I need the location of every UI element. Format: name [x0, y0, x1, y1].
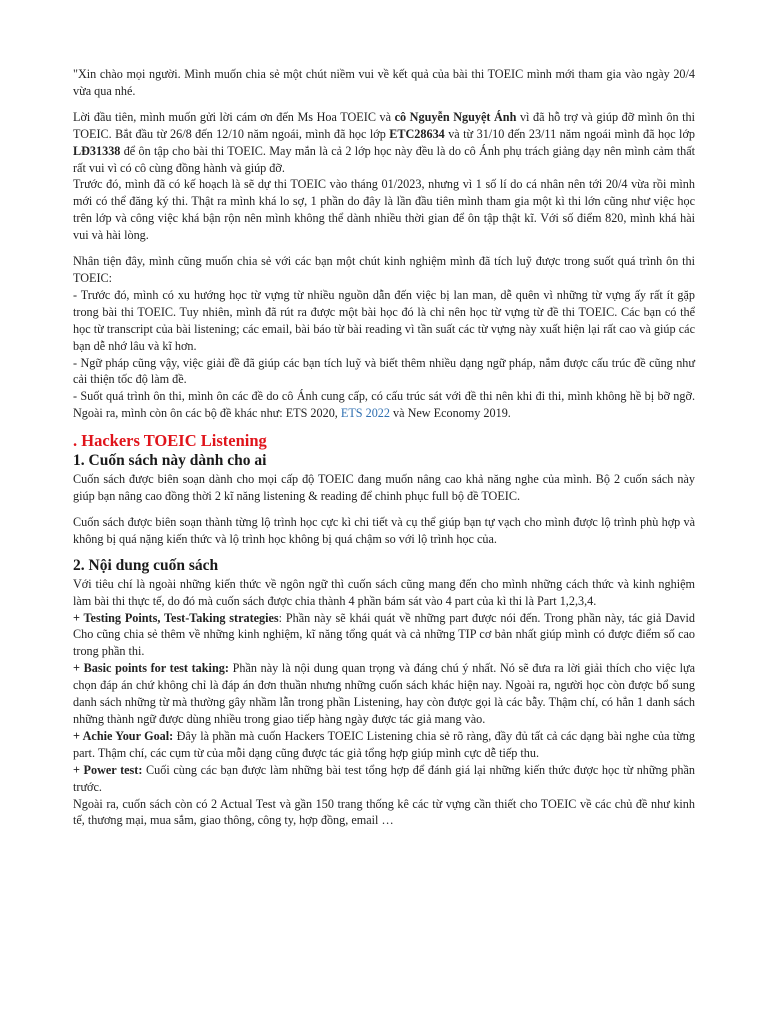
tip-practice-text-2: và New Economy 2019.: [390, 406, 511, 421]
power-test-item: [73, 762, 695, 796]
achieve-goal-text: Đây là phần mà cuốn Hackers TOEIC Listening chia sẻ rõ ràng, đầy đủ tất cả các dạng bài nghe của từng part. Thậm chí, các cụm từ của mỗi dạng cũng được tác giả tổng hợp giúp mình cực dễ tiếp thu.: [73, 728, 695, 760]
tip-practice-text-1: - Suốt quá trình ôn thi, mình ôn các đề do cô Ánh cung cấp, có cấu trúc sát với đề thi nên khi đi thi, mình không hề bị bỡ ngỡ. Ngoài ra, mình còn ôn các bộ đề khác như: ETS 2020,: [73, 389, 695, 421]
thanks-text-1: Lời đầu tiên, mình muốn gửi lời cám ơn đến Ms Hoa TOEIC và: [73, 109, 395, 124]
ets-2022-link[interactable]: ETS 2022: [340, 406, 390, 421]
section-1-paragraph-2: Cuốn sách được biên soạn thành từng lộ trình học cực kì chi tiết và cụ thể giúp bạn tự vạch cho mình được lộ trình phù hợp và không bị quá nặng kiến thức và lộ trình học không bị quá chậm so với lộ trình học của.: [73, 514, 695, 546]
basic-points-text: Phần này là nội dung quan trọng và đáng chú ý nhất. Nó sẽ đưa ra lời giải thích cho việc lựa chọn đáp án chứ không chỉ là đáp án đơn thuần nhưng những cuốn sách khác hiện nay. Ngoài ra, người học còn được bổ sung danh sách những từ mà thường gây nhầm lẫn trong phần Listening, hay còn được gọi là các bẫy. Thậm chí, có hẳn 1 danh sách những thành ngữ được dùng nhiều trong giao tiếp hàng ngày được tác giả mang vào.: [73, 661, 695, 726]
testing-points-item: [73, 610, 695, 661]
tip-vocabulary: - Trước đó, mình có xu hướng học từ vựng từ nhiều nguồn dẫn đến việc bị lan man, dễ quên vì những từ vựng ấy rất ít gặp trong bài thi TOEIC. Tuy nhiên, mình đã rút ra được một bài học đó là chỉ nên học từ vựng từ đề thi TOEIC. Các bạn có thể học từ transcript của bài listening; các email, bài báo từ bài reading vì tần suất các từ vựng này xuất hiện lại rất cao và giúp các bạn dễ nhớ lâu và kĩ hơn.: [73, 287, 695, 353]
testing-points-text: : Phần này sẽ khái quát về những part được nói đến. Trong phần này, tác giả David Cho cũng chia sẻ thêm về những kinh nghiệm, kĩ năng tổng quát và cả những TIP cơ bản nhất giúp mình có được điểm số cao trong phần thi.: [73, 610, 695, 659]
power-test-text: Cuối cùng các bạn được làm những bài test tổng hợp để đánh giá lại những kiến thức được học từ những phần trước.: [73, 762, 695, 794]
teacher-name: cô Nguyễn Nguyệt Ánh: [394, 109, 517, 124]
class-code-2: LĐ31338: [73, 143, 121, 158]
basic-points-label: + Basic points for test taking:: [73, 661, 229, 676]
section-1-heading: 1. Cuốn sách này dành cho ai: [73, 452, 267, 470]
tip-grammar: - Ngữ pháp cũng vậy, việc giải đề đã giúp các bạn tích luỹ và biết thêm nhiều dạng ngữ pháp, nắm được cấu trúc đề cũng như cải thiện tốc độ làm đề.: [73, 355, 695, 387]
class-code-1: ETC28634: [389, 126, 445, 141]
basic-points-item: [73, 660, 695, 728]
thanks-text-2: vì đã hỗ trợ và giúp đỡ mình ôn thi TOEIC. Bắt đầu từ 26/8 đến 12/10 năm ngoái, mình đã học lớp: [73, 109, 695, 141]
thanks-text-3: và từ 31/10 đến 23/11 năm ngoái mình đã học lớp: [444, 126, 695, 141]
book-title: . Hackers TOEIC Listening: [73, 431, 267, 451]
section-2-heading: 2. Nội dung cuốn sách: [73, 556, 219, 574]
achieve-goal-label: + Achie Your Goal:: [73, 728, 174, 743]
achieve-goal-item: [73, 728, 695, 762]
tip-practice-tests: [73, 388, 695, 422]
intro-paragraph: "Xin chào mọi người. Mình muốn chia sẻ một chút niềm vui về kết quả của bài thi TOEIC mình mới tham gia vào ngày 20/4 vừa qua nhé.: [73, 67, 695, 98]
thanks-text-4: để ôn tập cho bài thi TOEIC. May mắn là cả 2 lớp học này đều là do cô Ánh phụ trách giảng dạy nên mình cảm thất rất vui vì có cô cùng đồng hành và giúp đỡ.: [73, 143, 695, 175]
testing-points-label: + Testing Points, Test-Taking strategies: [73, 610, 279, 625]
thanks-paragraph: [73, 109, 695, 177]
experience-intro: Nhân tiện đây, mình cũng muốn chia sẻ với các bạn một chút kinh nghiệm mình đã tích luỹ được trong suốt quá trình ôn thi TOEIC:: [73, 254, 695, 285]
power-test-label: + Power test:: [73, 762, 143, 777]
plan-paragraph: Trước đó, mình đã có kế hoạch là sẽ dự thi TOEIC vào tháng 01/2023, nhưng vì 1 số lí do cá nhân nên tới 20/4 vừa rồi mình mới có thể đăng ký thi. Thật ra mình khá lo sợ, 1 phần do đây là lần đầu tiên mình tham gia một kì thi lớn cũng như việc học trên lớp và công việc khá bận rộn nên mình không thể dành nhiều thời gian để ôn tập thật kĩ. Với số điểm 820, mình khá hài vui và hài lòng.: [73, 177, 695, 243]
section-2-closing: Ngoài ra, cuốn sách còn có 2 Actual Test và gần 150 trang thống kê các từ vựng cần thiết cho TOEIC về các chủ đề như kinh tế, thương mại, mua sắm, giao thông, công ty, hợp đồng, email …: [73, 796, 695, 828]
section-2-intro: Với tiêu chí là ngoài những kiến thức về ngôn ngữ thì cuốn sách cũng mang đến cho mình những cách thức và kinh nghiệm làm bài thi thực tế, do đó mà cuốn sách được chia thành 4 phần bám sát vào 4 part của kì thi là Part 1,2,3,4.: [73, 576, 695, 608]
section-1-paragraph-1: Cuốn sách được biên soạn dành cho mọi cấp độ TOEIC đang muốn nâng cao khả năng nghe của mình. Bộ 2 cuốn sách này giúp bạn nâng cao đồng thời 2 kĩ năng listening & reading để chinh phục full bộ đề TOEIC.: [73, 472, 695, 504]
